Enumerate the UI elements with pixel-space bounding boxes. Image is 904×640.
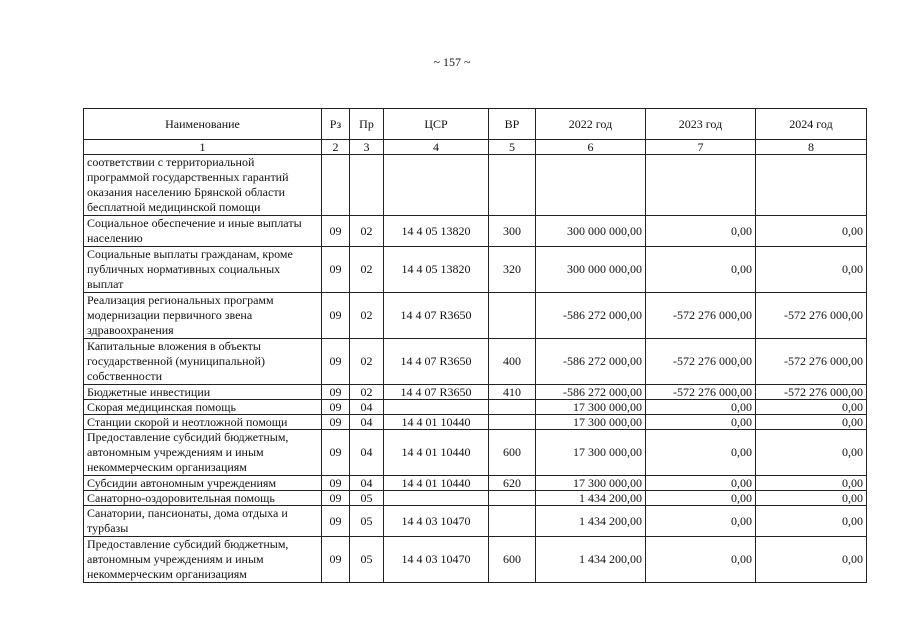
- row-rz: 09: [322, 537, 350, 583]
- row-vr: [489, 293, 536, 339]
- row-vr: 600: [489, 537, 536, 583]
- row-rz: 09: [322, 339, 350, 385]
- row-2022: -586 272 000,00: [536, 385, 646, 400]
- table-row: [84, 216, 867, 247]
- header-cell: ЦСР: [384, 109, 489, 140]
- row-pr: 04: [350, 400, 384, 415]
- table-row: [84, 339, 867, 385]
- row-2022: 300 000 000,00: [536, 247, 646, 293]
- row-2024: 0,00: [756, 400, 867, 415]
- row-2024: 0,00: [756, 506, 867, 537]
- row-pr: 04: [350, 415, 384, 430]
- row-2023: [646, 155, 756, 216]
- row-csr: 14 4 07 R3650: [384, 385, 489, 400]
- page-number: ~ 157 ~: [433, 55, 471, 69]
- row-name: Скорая медицинская помощь: [84, 400, 322, 415]
- row-pr: 05: [350, 506, 384, 537]
- row-2022: 1 434 200,00: [536, 506, 646, 537]
- row-vr: 620: [489, 476, 536, 491]
- row-2022: 17 300 000,00: [536, 430, 646, 476]
- row-csr: 14 4 01 10440: [384, 415, 489, 430]
- column-number: 3: [350, 140, 384, 155]
- row-rz: 09: [322, 216, 350, 247]
- header-cell: 2024 год: [756, 109, 867, 140]
- row-pr: 02: [350, 339, 384, 385]
- row-rz: 09: [322, 430, 350, 476]
- row-csr: 14 4 05 13820: [384, 216, 489, 247]
- table-row: [84, 430, 867, 476]
- row-2024: 0,00: [756, 476, 867, 491]
- row-rz: 09: [322, 385, 350, 400]
- row-name: Санатории, пансионаты, дома отдыха и турбазы: [84, 506, 322, 537]
- row-2024: 0,00: [756, 247, 867, 293]
- row-name: Предоставление субсидий бюджетным, автономным учреждениям и иным некоммерческим организациям: [84, 537, 322, 583]
- row-vr: 300: [489, 216, 536, 247]
- row-2023: -572 276 000,00: [646, 339, 756, 385]
- row-2023: 0,00: [646, 491, 756, 506]
- row-name: Санаторно-оздоровительная помощь: [84, 491, 322, 506]
- row-csr: 14 4 07 R3650: [384, 339, 489, 385]
- table-row: [84, 491, 867, 506]
- row-vr: [489, 415, 536, 430]
- row-2024: 0,00: [756, 216, 867, 247]
- header-row: [84, 109, 867, 140]
- row-2023: 0,00: [646, 430, 756, 476]
- row-csr: 14 4 03 10470: [384, 506, 489, 537]
- row-name: Капитальные вложения в объекты государственной (муниципальной) собственности: [84, 339, 322, 385]
- row-rz: 09: [322, 506, 350, 537]
- row-pr: 04: [350, 430, 384, 476]
- table-row: [84, 155, 867, 216]
- row-name: Социальное обеспечение и иные выплаты населению: [84, 216, 322, 247]
- row-rz: 09: [322, 476, 350, 491]
- row-vr: [489, 506, 536, 537]
- row-2024: [756, 155, 867, 216]
- row-2023: -572 276 000,00: [646, 293, 756, 339]
- table-row: [84, 476, 867, 491]
- row-name: Предоставление субсидий бюджетным, автономным учреждениям и иным некоммерческим организациям: [84, 430, 322, 476]
- column-number: 8: [756, 140, 867, 155]
- row-vr: 320: [489, 247, 536, 293]
- row-csr: [384, 155, 489, 216]
- row-csr: 14 4 05 13820: [384, 247, 489, 293]
- table-row: [84, 537, 867, 583]
- column-number: 4: [384, 140, 489, 155]
- budget-table: [83, 108, 867, 583]
- table-row: [84, 293, 867, 339]
- table-row: [84, 506, 867, 537]
- header-cell: ВР: [489, 109, 536, 140]
- row-pr: 02: [350, 385, 384, 400]
- row-2022: 1 434 200,00: [536, 537, 646, 583]
- column-number: 6: [536, 140, 646, 155]
- column-number: 1: [84, 140, 322, 155]
- row-name: Реализация региональных программ модернизации первичного звена здравоохранения: [84, 293, 322, 339]
- row-2024: -572 276 000,00: [756, 339, 867, 385]
- row-pr: 02: [350, 216, 384, 247]
- row-csr: [384, 400, 489, 415]
- row-name: Бюджетные инвестиции: [84, 385, 322, 400]
- table-row: [84, 247, 867, 293]
- column-number: 5: [489, 140, 536, 155]
- row-rz: 09: [322, 293, 350, 339]
- row-name: Станции скорой и неотложной помощи: [84, 415, 322, 430]
- header-cell: Пр: [350, 109, 384, 140]
- row-pr: 04: [350, 476, 384, 491]
- row-2023: 0,00: [646, 537, 756, 583]
- row-2023: 0,00: [646, 400, 756, 415]
- header-cell: Рз: [322, 109, 350, 140]
- row-2024: 0,00: [756, 430, 867, 476]
- table-row: [84, 385, 867, 400]
- row-rz: 09: [322, 491, 350, 506]
- row-vr: 400: [489, 339, 536, 385]
- row-csr: 14 4 01 10440: [384, 430, 489, 476]
- row-pr: 02: [350, 293, 384, 339]
- row-2024: 0,00: [756, 415, 867, 430]
- row-rz: [322, 155, 350, 216]
- row-vr: [489, 400, 536, 415]
- row-2022: 17 300 000,00: [536, 476, 646, 491]
- header-cell: 2022 год: [536, 109, 646, 140]
- row-2022: 17 300 000,00: [536, 400, 646, 415]
- column-number: 7: [646, 140, 756, 155]
- row-2023: 0,00: [646, 506, 756, 537]
- row-2022: 300 000 000,00: [536, 216, 646, 247]
- row-pr: [350, 155, 384, 216]
- row-vr: 600: [489, 430, 536, 476]
- row-csr: 14 4 07 R3650: [384, 293, 489, 339]
- row-vr: [489, 155, 536, 216]
- row-2022: 17 300 000,00: [536, 415, 646, 430]
- table-row: [84, 400, 867, 415]
- header-cell: Наименование: [84, 109, 322, 140]
- row-csr: 14 4 03 10470: [384, 537, 489, 583]
- row-name: Субсидии автономным учреждениям: [84, 476, 322, 491]
- row-csr: 14 4 01 10440: [384, 476, 489, 491]
- row-2023: 0,00: [646, 216, 756, 247]
- row-2023: 0,00: [646, 476, 756, 491]
- row-2024: -572 276 000,00: [756, 385, 867, 400]
- row-csr: [384, 491, 489, 506]
- row-name: соответствии с территориальной программой государственных гарантий оказания населению Брянской области бесплатной медицинской помощи: [84, 155, 322, 216]
- row-2022: [536, 155, 646, 216]
- row-2024: -572 276 000,00: [756, 293, 867, 339]
- header-cell: 2023 год: [646, 109, 756, 140]
- column-number-row: [84, 140, 867, 155]
- row-vr: [489, 491, 536, 506]
- row-2023: 0,00: [646, 415, 756, 430]
- row-2023: 0,00: [646, 247, 756, 293]
- row-2024: 0,00: [756, 537, 867, 583]
- row-2022: -586 272 000,00: [536, 293, 646, 339]
- row-name: Социальные выплаты гражданам, кроме публичных нормативных социальных выплат: [84, 247, 322, 293]
- row-rz: 09: [322, 400, 350, 415]
- column-number: 2: [322, 140, 350, 155]
- row-2023: -572 276 000,00: [646, 385, 756, 400]
- table-row: [84, 415, 867, 430]
- row-pr: 02: [350, 247, 384, 293]
- row-rz: 09: [322, 415, 350, 430]
- row-2024: 0,00: [756, 491, 867, 506]
- row-2022: -586 272 000,00: [536, 339, 646, 385]
- row-pr: 05: [350, 537, 384, 583]
- row-rz: 09: [322, 247, 350, 293]
- row-pr: 05: [350, 491, 384, 506]
- row-2022: 1 434 200,00: [536, 491, 646, 506]
- row-vr: 410: [489, 385, 536, 400]
